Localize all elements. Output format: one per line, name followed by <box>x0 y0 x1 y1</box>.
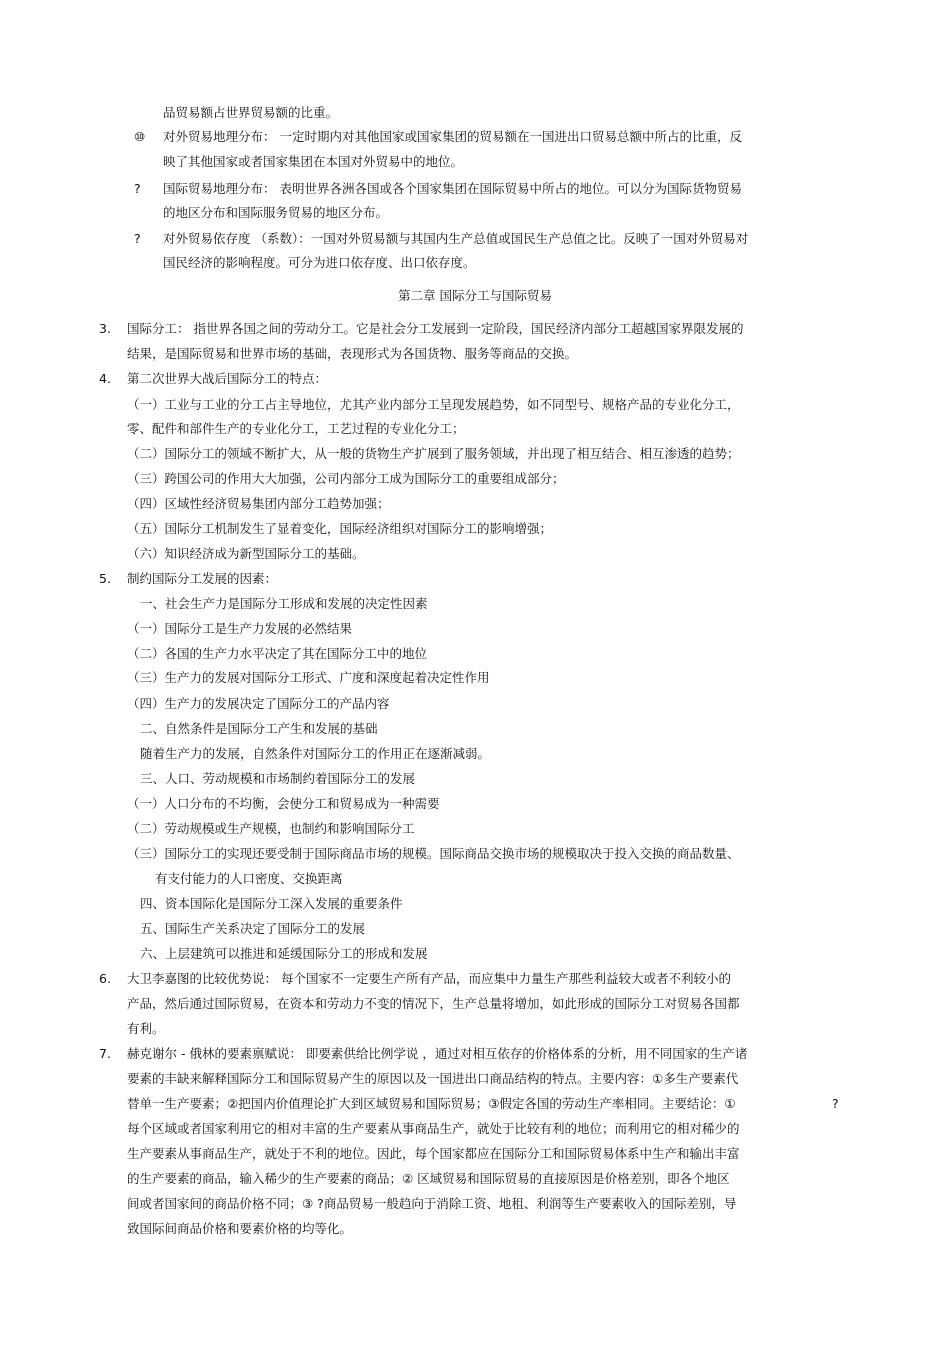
text-line: 零、配件和部件生产的专业化分工，工艺过程的专业化分工； <box>127 421 465 436</box>
text-line: 间或者国家间的商品价格不同；③ ?商品贸易一般趋向于消除工资、地租、利润等生产要素收入的国际差别，导 <box>127 1196 737 1211</box>
text-line: 二、自然条件是国际分工产生和发展的基础 <box>140 721 378 736</box>
list-marker: ? <box>134 231 141 246</box>
section-number: 5. <box>99 571 111 586</box>
text-line: （一）国际分工是生产力发展的必然结果 <box>127 621 353 636</box>
text-line: 六、上层建筑可以推进和延缓国际分工的形成和发展 <box>140 946 428 961</box>
text-line: （三）生产力的发展对国际分工形式、广度和深度起着决定性作用 <box>127 670 490 685</box>
text-line: 国际贸易地理分布： 表明世界各洲各国或各个国家集团在国际贸易中所占的地位。可以分为国际货物贸易 <box>163 181 742 196</box>
text-line: 结果，是国际贸易和世界市场的基础，表现形式为各国货物、服务等商品的交换。 <box>127 346 578 361</box>
text-line: （二）劳动规模或生产规模，也制约和影响国际分工 <box>127 821 415 836</box>
text-line: （三）跨国公司的作用大大加强，公司内部分工成为国际分工的重要组成部分； <box>127 471 565 486</box>
text-line: 第二次世界大战后国际分工的特点： <box>127 371 328 386</box>
text-line: 产品，然后通过国际贸易，在资本和劳动力不变的情况下，生产总量将增加，如此形成的国际分工对贸易各国都 <box>127 996 740 1011</box>
text-line: 有支付能力的人口密度、交换距离 <box>155 871 343 886</box>
list-marker: ? <box>134 181 141 196</box>
text-line: （四）区域性经济贸易集团内部分工趋势加强； <box>127 496 390 511</box>
text-line: 的生产要素的商品，输入稀少的生产要素的商品；② 区域贸易和国际贸易的直接原因是价格差别，即各个地区 <box>127 1171 730 1186</box>
text-line: 国民经济的影响程度。可分为进口依存度、出口依存度。 <box>163 255 476 270</box>
text-line: 替单一生产要素；②把国内价值理论扩大到区域贸易和国际贸易；③假定各国的劳动生产率相同。主要结论：① <box>127 1096 736 1111</box>
text-line: （三）国际分工的实现还要受制于国际商品市场的规模。国际商品交换市场的规模取决于投入交换的商品数量、 <box>127 846 740 861</box>
text-line: 制约国际分工发展的因素： <box>127 571 278 586</box>
text-line: 的地区分布和国际服务贸易的地区分布。 <box>163 205 389 220</box>
text-line: 五、国际生产关系决定了国际分工的发展 <box>140 921 366 936</box>
section-number: 3. <box>99 321 111 336</box>
text-line: （一）工业与工业的分工占主导地位，尤其产业内部分工呈现发展趋势，如不同型号、规格产品的专业化分工， <box>127 397 740 412</box>
text-line: 四、资本国际化是国际分工深入发展的重要条件 <box>140 896 403 911</box>
text-line: 国际分工： 指世界各国之间的劳动分工。它是社会分工发展到一定阶段，国民经济内部分工超越国家界限发展的 <box>127 321 744 336</box>
text-line: 对外贸易地理分布： 一定时期内对其他国家或国家集团的贸易额在一国进出口贸易总额中所占的比重，反 <box>163 129 742 144</box>
text-line: 要素的丰缺来解释国际分工和国际贸易产生的原因以及一国进出口商品结构的特点。主要内容：①多生产要素代 <box>127 1071 739 1086</box>
question-marker: ? <box>832 1096 839 1111</box>
text-line: 品贸易额占世界贸易额的比重。 <box>163 105 339 120</box>
text-line: 生产要素从事商品生产，就处于不利的地位。因此，每个国家都应在国际分工和国际贸易体系中生产和输出丰富 <box>127 1146 740 1161</box>
text-line: 对外贸易依存度 （系数）：一国对外贸易额与其国内生产总值或国民生产总值之比。反映了一国对外贸易对 <box>163 231 749 246</box>
chapter-title: 第二章 国际分工与国际贸易 <box>398 288 552 303</box>
text-line: （四）生产力的发展决定了国际分工的产品内容 <box>127 696 390 711</box>
text-line: （五）国际分工机制发生了显着变化，国际经济组织对国际分工的影响增强； <box>127 521 553 536</box>
section-number: 6. <box>99 971 111 986</box>
section-number: 4. <box>99 371 111 386</box>
text-line: 每个区域或者国家利用它的相对丰富的生产要素从事商品生产，就处于比较有利的地位；而利用它的相对稀少的 <box>127 1121 740 1136</box>
text-line: （二）各国的生产力水平决定了其在国际分工中的地位 <box>127 646 428 661</box>
text-line: 赫克谢尔 - 俄林的要素禀赋说： 即要素供给比例学说 ，通过对相互依存的价格体系的分析，用不同国家的生产诸 <box>127 1046 748 1061</box>
text-line: 致国际间商品价格和要素价格的均等化。 <box>127 1221 353 1236</box>
text-line: （二）国际分工的领域不断扩大，从一般的货物生产扩展到了服务领域，并出现了相互结合、相互渗透的趋势； <box>127 446 740 461</box>
text-line: 有利。 <box>127 1021 165 1036</box>
list-marker: ⑩ <box>134 129 146 144</box>
text-line: （六）知识经济成为新型国际分工的基础。 <box>127 546 365 561</box>
text-line: （一）人口分布的不均衡，会使分工和贸易成为一种需要 <box>127 796 440 811</box>
section-number: 7. <box>99 1046 111 1061</box>
text-line: 一、社会生产力是国际分工形成和发展的决定性因素 <box>140 596 428 611</box>
text-line: 大卫李嘉图的比较优势说： 每个国家不一定要生产所有产品，而应集中力量生产那些利益较大或者不利较小的 <box>127 971 731 986</box>
text-line: 三、人口、劳动规模和市场制约着国际分工的发展 <box>140 771 416 786</box>
text-line: 随着生产力的发展，自然条件对国际分工的作用正在逐渐减弱。 <box>140 746 491 761</box>
text-line: 映了其他国家或者国家集团在本国对外贸易中的地位。 <box>163 154 464 169</box>
